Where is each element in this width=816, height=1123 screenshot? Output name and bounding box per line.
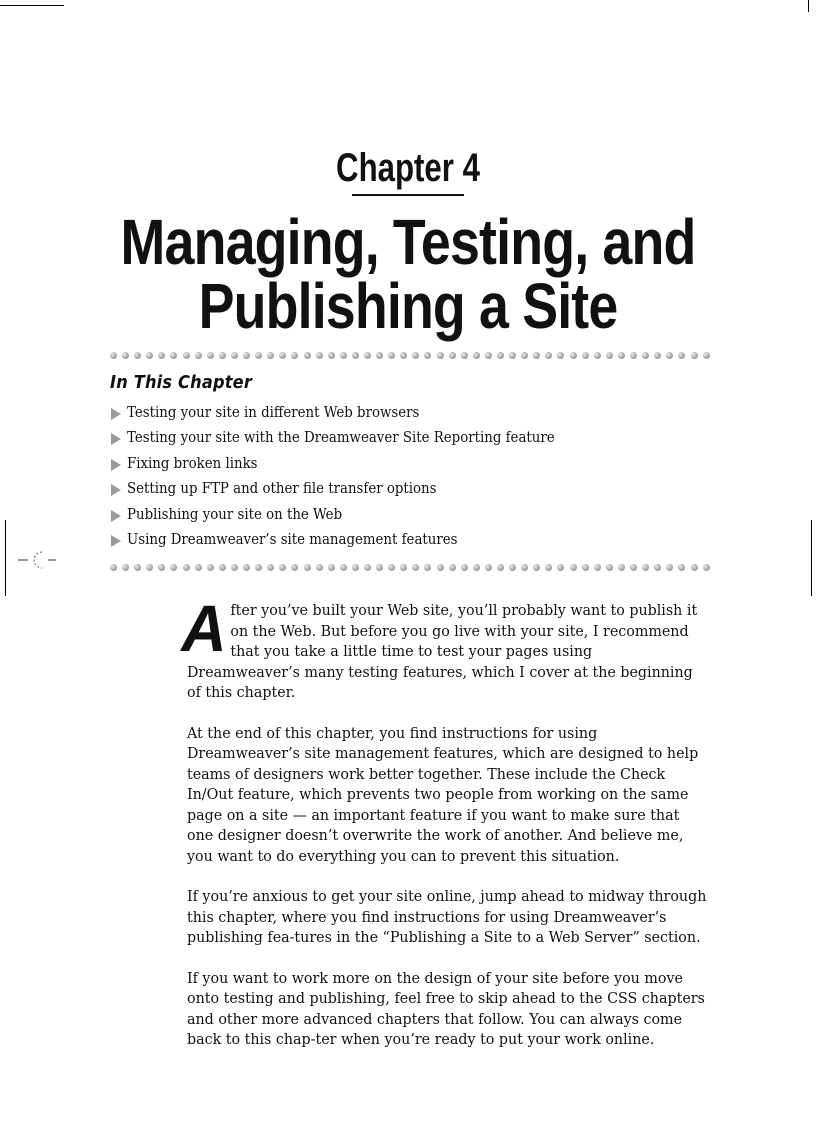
bullet-arrow-icon [111, 535, 121, 547]
divider-dot [279, 352, 286, 359]
crop-mark-top [0, 5, 64, 6]
list-item: Testing your site with the Dreamweaver Site Reporting feature [110, 428, 592, 453]
divider-dot [304, 352, 311, 359]
divider-dot [376, 564, 383, 571]
divider-dot [557, 564, 564, 571]
divider-dot [570, 352, 577, 359]
divider-dot [473, 564, 480, 571]
divider-dot [291, 352, 298, 359]
divider-dot [304, 564, 311, 571]
divider-dot [170, 564, 177, 571]
divider-dot [533, 564, 540, 571]
divider-dot [437, 564, 444, 571]
divider-dot [630, 564, 637, 571]
divider-dot [437, 352, 444, 359]
divider-dot [678, 352, 685, 359]
divider-dot [691, 564, 698, 571]
divider-dot [449, 352, 456, 359]
bullet-arrow-icon [111, 484, 121, 496]
divider-dot [678, 564, 685, 571]
bullet-arrow-icon [111, 433, 121, 445]
divider-dot [630, 352, 637, 359]
divider-dot [485, 352, 492, 359]
divider-dot [654, 352, 661, 359]
divider-dot [606, 564, 613, 571]
divider-dot [110, 564, 117, 571]
crop-mark-top-right [808, 0, 809, 12]
divider-dot [134, 564, 141, 571]
body-paragraph-1: After you’ve built your Web site, you’ll probably want to publish it on the Web. But before you go live with your site, I recommend that you take a little time to test your pages using Dreamweaver’s many testing features, which I cover at the beginning of this chapter. [181, 591, 698, 701]
chapter-title-line-2: Publishing a Site [198, 270, 618, 342]
chapter-label: Chapter 4 [336, 146, 480, 190]
divider-dot [400, 352, 407, 359]
divider-dot [545, 352, 552, 359]
divider-dot [449, 564, 456, 571]
divider-dot [618, 564, 625, 571]
divider-dot [666, 564, 673, 571]
list-item: Using Dreamweaver’s site management features [110, 530, 592, 555]
chapter-title-line-1: Managing, Testing, and [120, 206, 696, 278]
drop-cap: A [181, 591, 227, 665]
divider-dot [473, 352, 480, 359]
divider-dot [340, 564, 347, 571]
divider-dot [412, 564, 419, 571]
chapter-body [181, 591, 707, 1070]
divider-dot [485, 564, 492, 571]
bullet-arrow-icon [111, 459, 121, 471]
divider-dot [666, 352, 673, 359]
divider-dot [255, 352, 262, 359]
divider-dot [122, 352, 129, 359]
divider-dot [231, 352, 238, 359]
list-item: Publishing your site on the Web [110, 505, 592, 530]
divider-dot [328, 564, 335, 571]
list-item: Setting up FTP and other file transfer options [110, 479, 592, 504]
divider-dot [219, 352, 226, 359]
body-paragraph-4: If you want to work more on the design of your site before you move onto testing and publishing, feel free to skip ahead to the CSS chapters and other more advanced chapters that follow. You can always come back to this chap-ter when you’re ready to put your work online. [187, 968, 705, 1048]
divider-dot [207, 564, 214, 571]
dot-divider-bottom [110, 562, 710, 572]
bullet-arrow-icon [111, 510, 121, 522]
list-item: Fixing broken links [110, 454, 592, 479]
divider-dot [594, 564, 601, 571]
divider-dot [170, 352, 177, 359]
divider-dot [388, 352, 395, 359]
divider-dot [521, 352, 528, 359]
divider-dot [158, 352, 165, 359]
divider-dot [582, 564, 589, 571]
divider-dot [388, 564, 395, 571]
divider-dot [195, 564, 202, 571]
divider-dot [207, 352, 214, 359]
margin-line-right [811, 520, 812, 596]
bullet-arrow-icon [111, 408, 121, 420]
divider-dot [533, 352, 540, 359]
divider-dot [703, 352, 710, 359]
divider-dot [424, 352, 431, 359]
divider-dot [509, 564, 516, 571]
divider-dot [364, 352, 371, 359]
body-paragraph-3: If you’re anxious to get your site online, jump ahead to midway through this chapter, where you find instructions for using Dreamweaver’s publishing fea-tures in the “Publishing a Site to a Web Server” section. [187, 887, 707, 946]
divider-dot [316, 564, 323, 571]
divider-dot [618, 352, 625, 359]
divider-dot [582, 352, 589, 359]
divider-dot [279, 564, 286, 571]
margin-line-left [5, 520, 6, 596]
divider-dot [158, 564, 165, 571]
divider-dot [316, 352, 323, 359]
registration-mark-icon [18, 548, 64, 572]
divider-dot [122, 564, 129, 571]
divider-dot [691, 352, 698, 359]
divider-dot [134, 352, 141, 359]
divider-dot [267, 564, 274, 571]
divider-dot [412, 352, 419, 359]
divider-dot [545, 564, 552, 571]
divider-dot [642, 564, 649, 571]
divider-dot [183, 352, 190, 359]
divider-dot [255, 564, 262, 571]
divider-dot [291, 564, 298, 571]
divider-dot [183, 564, 190, 571]
divider-dot [340, 352, 347, 359]
divider-dot [642, 352, 649, 359]
in-this-chapter-list [110, 403, 592, 555]
divider-dot [594, 352, 601, 359]
divider-dot [424, 564, 431, 571]
divider-dot [267, 352, 274, 359]
divider-dot [497, 352, 504, 359]
divider-dot [521, 564, 528, 571]
divider-dot [146, 352, 153, 359]
divider-dot [376, 352, 383, 359]
divider-dot [352, 564, 359, 571]
divider-dot [557, 352, 564, 359]
divider-dot [400, 564, 407, 571]
divider-dot [461, 564, 468, 571]
divider-dot [461, 352, 468, 359]
divider-dot [195, 352, 202, 359]
divider-dot [364, 564, 371, 571]
chapter-title [65, 206, 750, 342]
divider-dot [654, 564, 661, 571]
divider-dot [110, 352, 117, 359]
divider-dot [219, 564, 226, 571]
divider-dot [606, 352, 613, 359]
dot-divider-top [110, 350, 710, 360]
divider-dot [352, 352, 359, 359]
list-item: Testing your site in different Web browsers [110, 403, 592, 428]
divider-dot [497, 564, 504, 571]
divider-dot [570, 564, 577, 571]
in-this-chapter-heading: In This Chapter [110, 372, 253, 393]
divider-dot [243, 564, 250, 571]
divider-dot [231, 564, 238, 571]
divider-dot [243, 352, 250, 359]
divider-dot [328, 352, 335, 359]
chapter-underline [352, 194, 464, 196]
divider-dot [146, 564, 153, 571]
divider-dot [703, 564, 710, 571]
divider-dot [509, 352, 516, 359]
body-paragraph-2: At the end of this chapter, you find instructions for using Dreamweaver’s site management features, which are designed to help teams of designers work better together. These include the Check In/Out feature, which prevents two people from working on the same page on a site — an important feature if you want to make sure that one designer doesn’t overwrite the work of another. And believe me, you want to do everything you can to prevent this situation. [187, 723, 699, 865]
